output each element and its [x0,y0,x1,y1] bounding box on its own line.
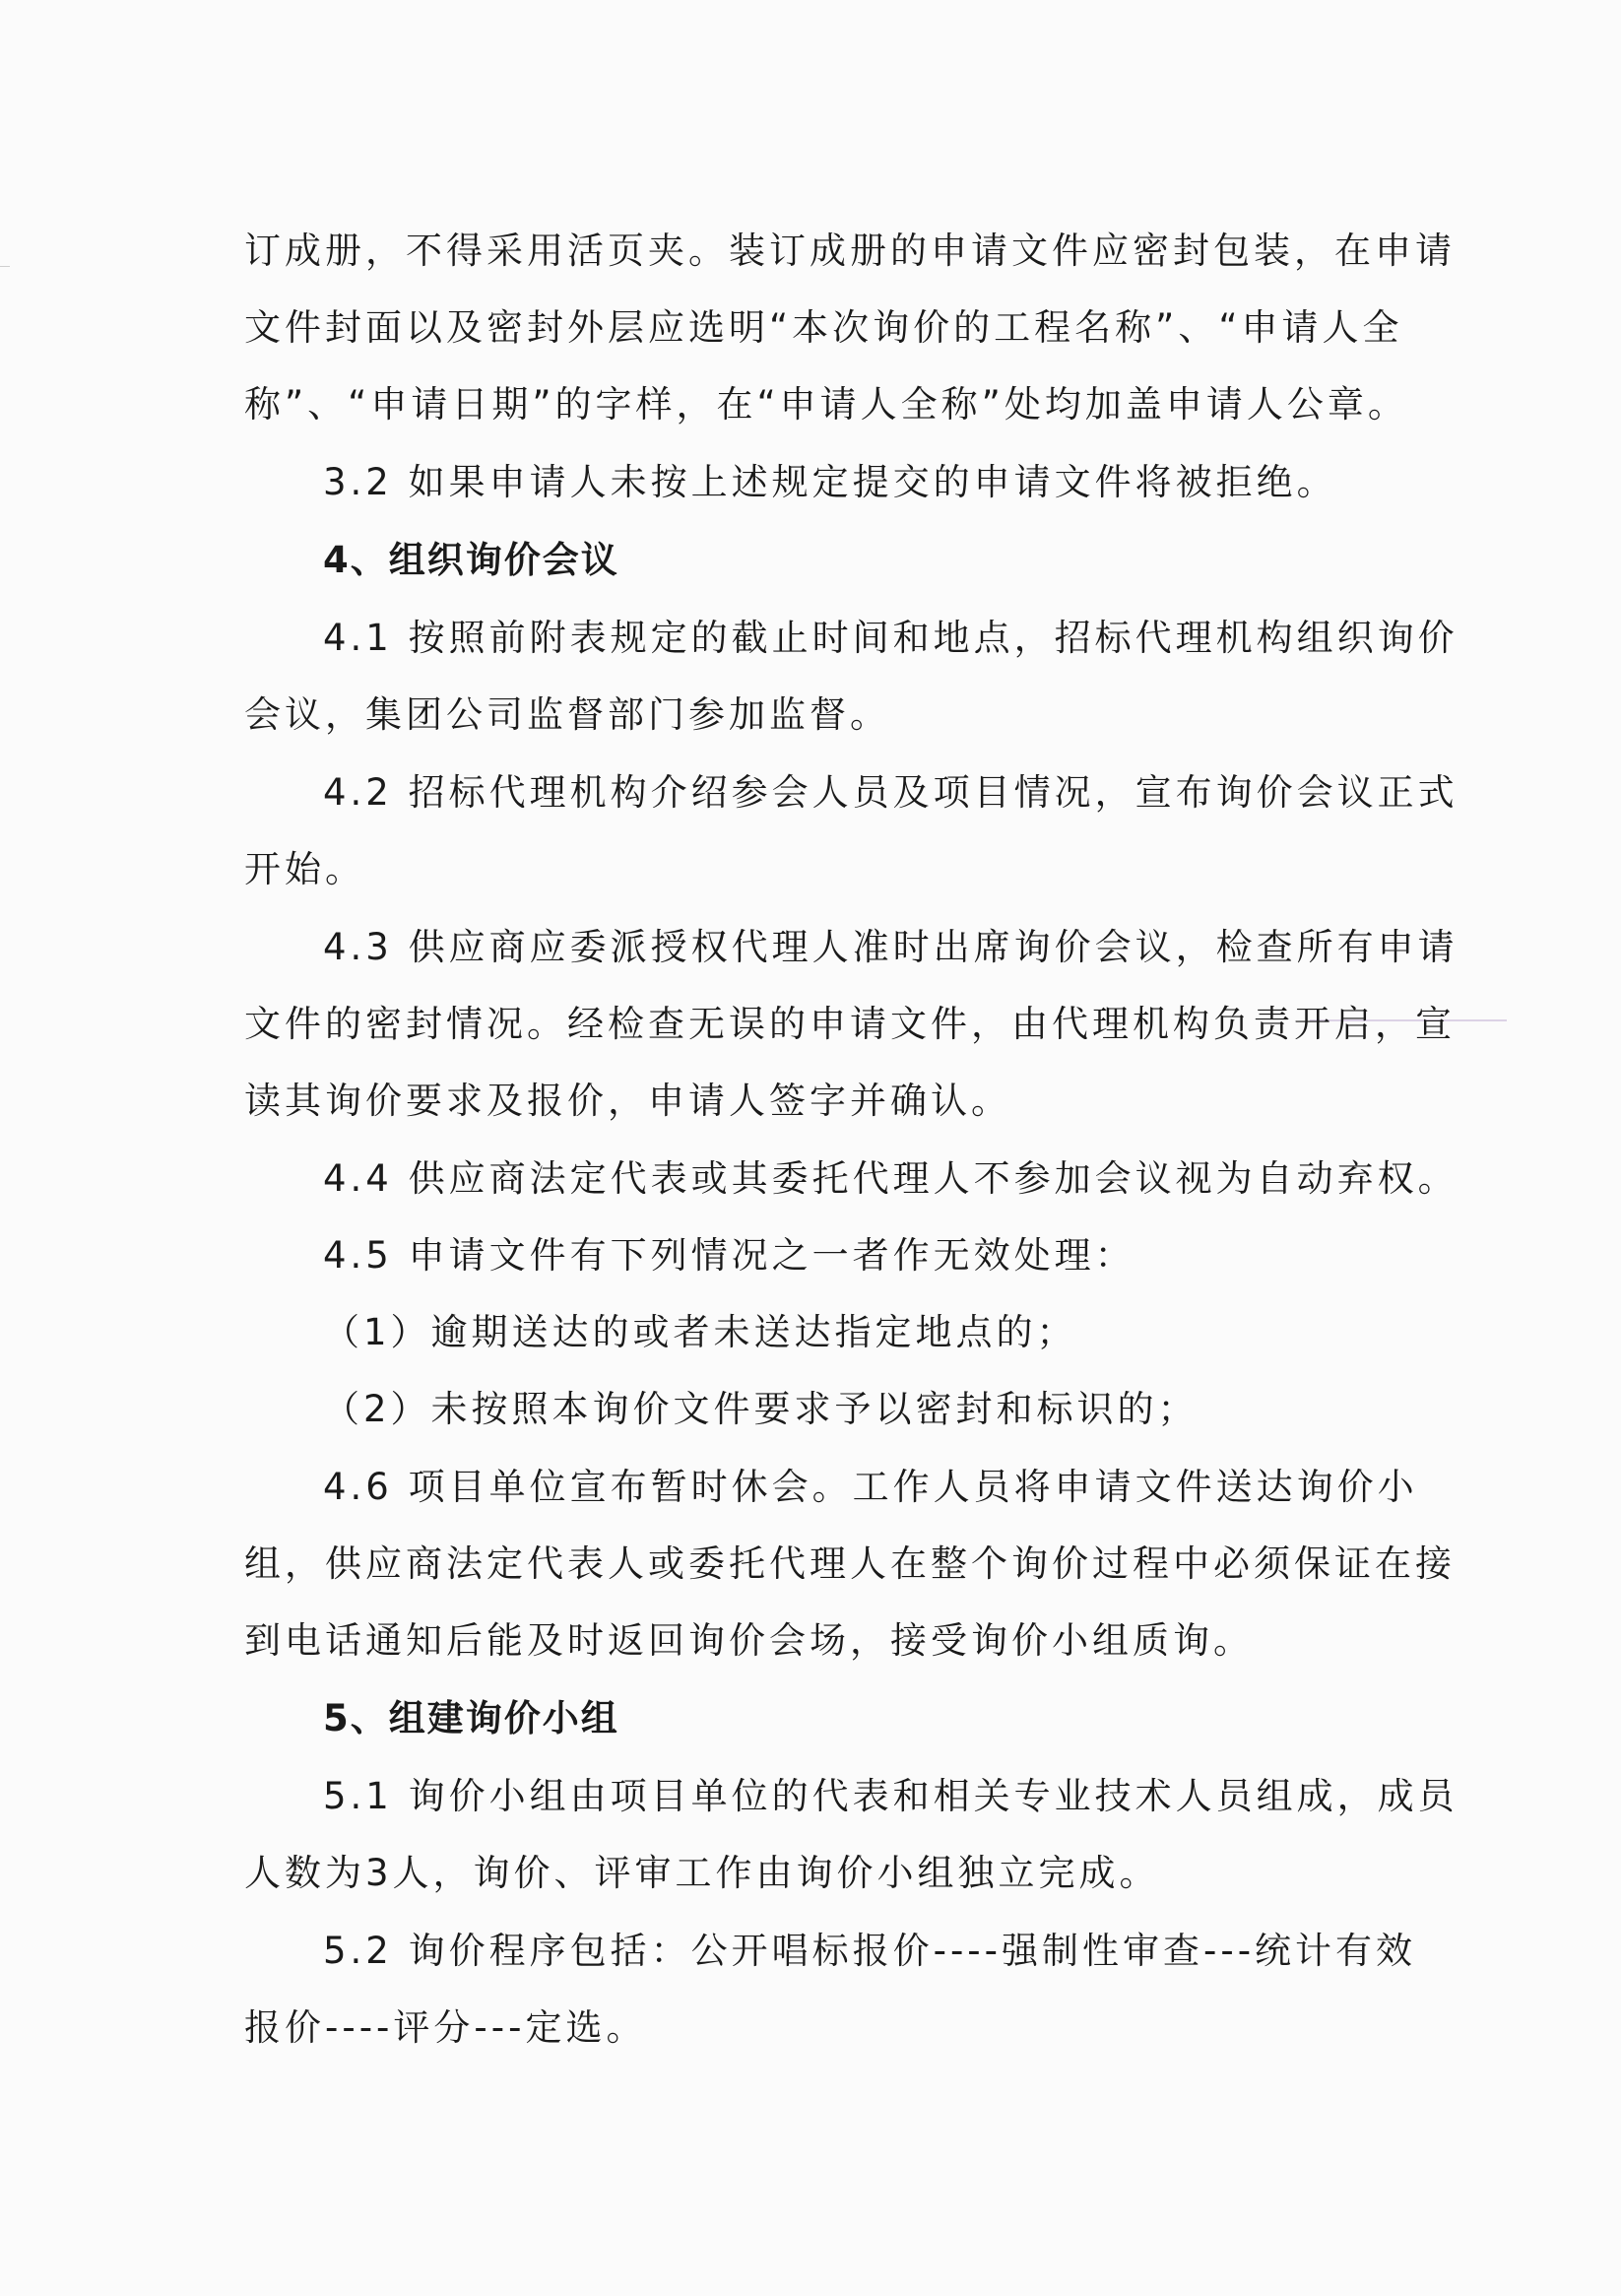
clause-5-2: 5.2 询价程序包括：公开唱标报价----强制性审查---统计有效 [323,1930,1417,1972]
clause-5-1: 5.1 询价小组由项目单位的代表和相关专业技术人员组成，成员 [323,1775,1459,1817]
section-heading-4: 4、组织询价会议 [323,539,619,581]
paragraph-line: 人数为3人，询价、评审工作由询价小组独立完成。 [244,1852,1160,1894]
clause-4-4: 4.4 供应商法定代表或其委托代理人不参加会议视为自动弃权。 [323,1157,1459,1200]
paragraph-line: 开始。 [244,848,365,890]
clause-4-5: 4.5 申请文件有下列情况之一者作无效处理： [323,1234,1135,1277]
section-heading-5: 5、组建询价小组 [323,1697,619,1739]
scan-artifact-dot [0,266,10,267]
paragraph-line: 订成册，不得采用活页夹。装订成册的申请文件应密封包装，在申请 [244,230,1456,272]
paragraph-line: 文件封面以及密封外层应选明“本次询价的工程名称”、“申请人全 [244,306,1403,349]
paragraph-line: 到电话通知后能及时返回询价会场，接受询价小组质询。 [244,1619,1254,1662]
paragraph-line: 报价----评分---定选。 [244,2006,647,2049]
paragraph-line: 组，供应商法定代表人或委托代理人在整个询价过程中必须保证在接 [244,1542,1456,1585]
clause-4-6: 4.6 项目单位宣布暂时休会。工作人员将申请文件送达询价小 [323,1466,1418,1508]
list-item-1: （1）逾期送达的或者未送达指定地点的； [323,1311,1077,1353]
paragraph-line: 会议，集团公司监督部门参加监督。 [244,693,890,736]
clause-4-3: 4.3 供应商应委派授权代理人准时出席询价会议，检查所有申请 [323,926,1459,968]
paragraph-line: 文件的密封情况。经检查无误的申请文件，由代理机构负责开启，宣 [244,1003,1456,1045]
clause-4-2: 4.2 招标代理机构介绍参会人员及项目情况，宣布询价会议正式 [323,771,1459,814]
list-item-2: （2）未按照本询价文件要求予以密封和标识的； [323,1388,1199,1430]
paragraph-line: 称”、“申请日期”的字样，在“申请人全称”处均加盖申请人公章。 [244,383,1408,426]
paragraph-line: 读其询价要求及报价，申请人签字并确认。 [244,1080,1011,1122]
clause-4-1: 4.1 按照前附表规定的截止时间和地点，招标代理机构组织询价 [323,617,1459,659]
clause-3-2: 3.2 如果申请人未按上述规定提交的申请文件将被拒绝。 [323,461,1337,503]
